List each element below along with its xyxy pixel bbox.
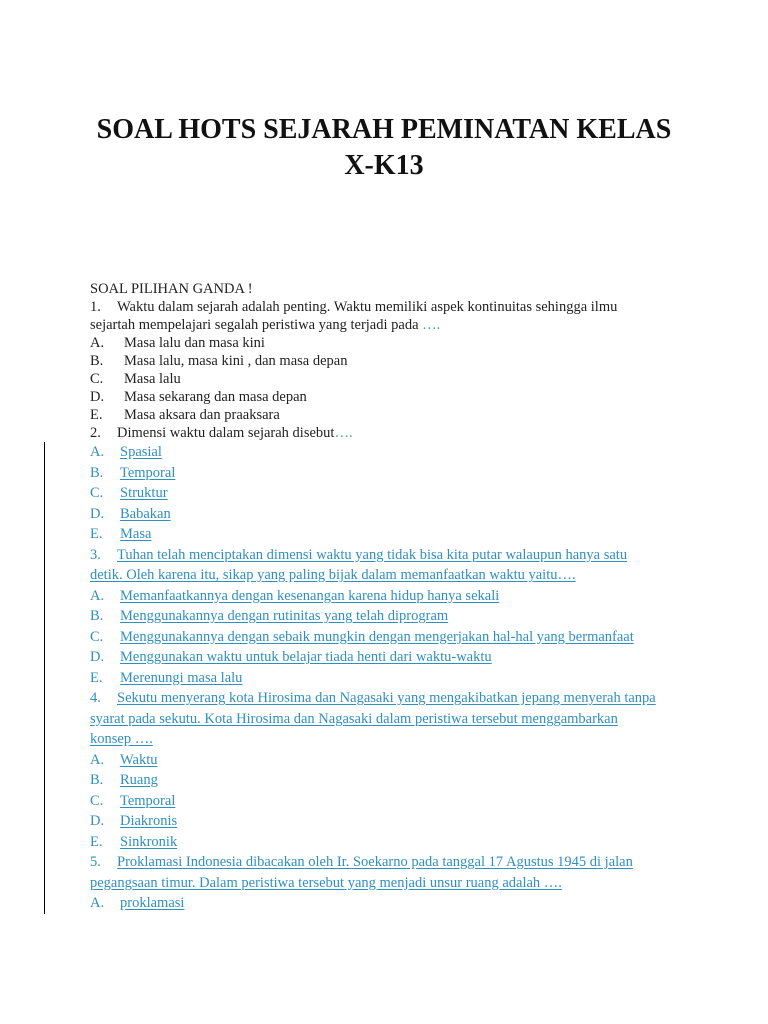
question-text: Dimensi waktu dalam sejarah disebut <box>117 425 335 441</box>
document-title <box>0 112 768 184</box>
option-b: B. Ruang <box>90 772 158 788</box>
question-2 <box>90 424 690 442</box>
option-d: D. Menggunakan waktu untuk belajar tiada henti dari waktu-waktu <box>90 649 492 665</box>
question-number: 3. <box>90 546 101 563</box>
option-d: D. Babakan <box>90 505 171 522</box>
question-content <box>90 280 690 914</box>
question-1 <box>90 298 690 316</box>
option-a: A. Memanfaatkannya dengan kesenangan karena hidup hanya sekali <box>90 587 500 604</box>
question-4-cont: syarat pada sekutu. Kota Hirosima dan Nagasaki dalam peristiwa tersebut menggambarkan <box>90 710 618 727</box>
question-5 <box>90 852 690 873</box>
title-line-1: SOAL HOTS SEJARAH PEMINATAN KELAS <box>96 114 672 145</box>
question-5-cont: pegangsaan timur. Dalam peristiwa tersebut yang menjadi unsur ruang adalah …. <box>90 874 562 891</box>
option-c: C. Struktur <box>90 485 168 501</box>
option-e: E. Sinkronik <box>90 833 178 850</box>
question-1-cont <box>90 316 690 334</box>
question-4-cont: konsep …. <box>90 731 153 747</box>
option-a: A. Spasial <box>90 444 162 460</box>
question-number: 1. <box>90 299 101 315</box>
ellipsis: …. <box>422 317 441 333</box>
option-c: C. Temporal <box>90 792 176 809</box>
question-text: sejartah mempelajari segalah peristiwa yang terjadi pada <box>90 317 419 333</box>
question-text: Tuhan telah menciptakan dimensi waktu yang tidak bisa kita putar walaupun hanya satu <box>117 546 628 563</box>
option-d: D. Masa sekarang dan masa depan <box>90 389 307 405</box>
ellipsis: …. <box>334 425 353 441</box>
option-b: B. Menggunakannya dengan rutinitas yang telah diprogram <box>90 608 449 624</box>
question-number: 4. <box>90 690 101 706</box>
option-c: C. Masa lalu <box>90 371 181 387</box>
question-4 <box>90 688 690 709</box>
option-b: B. Temporal <box>90 464 176 481</box>
option-a: A. proklamasi <box>90 895 185 911</box>
option-b: B. Masa lalu, masa kini , dan masa depan <box>90 353 348 369</box>
option-c: C. Menggunakannya dengan sebaik mungkin dengan mengerjakan hal-hal yang bermanfaat <box>90 628 634 645</box>
question-text: Proklamasi Indonesia dibacakan oleh Ir. Soekarno pada tanggal 17 Agustus 1945 di jalan <box>117 854 633 870</box>
option-e: E. Masa aksara dan praaksara <box>90 407 280 423</box>
question-text: Sekutu menyerang kota Hirosima dan Nagasaki yang mengakibatkan jepang menyerah tanpa <box>117 690 656 706</box>
section-heading: SOAL PILIHAN GANDA ! <box>90 281 253 297</box>
option-e: E. Masa <box>90 526 152 542</box>
option-a: A. Masa lalu dan masa kini <box>90 335 265 351</box>
question-text: Waktu dalam sejarah adalah penting. Waktu memiliki aspek kontinuitas sehingga ilmu <box>117 299 618 315</box>
option-e: E. Merenungi masa lalu <box>90 669 243 686</box>
option-d: D. Diakronis <box>90 813 178 829</box>
question-number: 2. <box>90 425 101 441</box>
question-number: 5. <box>90 854 101 870</box>
question-3-cont: detik. Oleh karena itu, sikap yang paling bijak dalam memanfaatkan waktu yaitu…. <box>90 567 576 583</box>
revision-bar <box>44 442 45 914</box>
title-line-2: X-K13 <box>344 150 424 181</box>
option-a: A. Waktu <box>90 751 158 768</box>
question-3 <box>90 545 690 566</box>
